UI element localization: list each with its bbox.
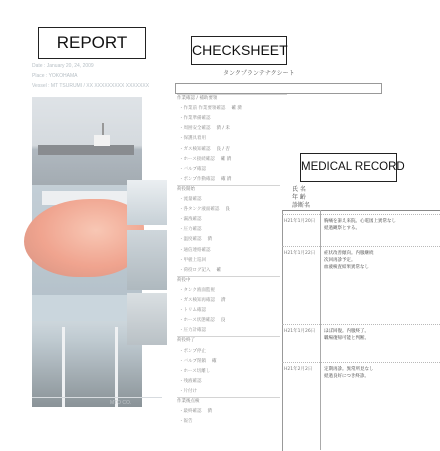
checksheet-item-text: ・通信連絡確認 [179, 247, 211, 253]
checksheet-item-text: ・バルブ確認 [179, 166, 206, 172]
checksheet-item-mark: 済 [221, 298, 226, 303]
checksheet-item [179, 227, 202, 232]
tanker-ship-photo [32, 97, 142, 185]
record-note-line: 症状改善傾向。内服継続 [324, 251, 374, 256]
checksheet-item [179, 126, 251, 131]
record-date: H21年1月20日 [284, 219, 316, 224]
record-row-divider [282, 324, 440, 325]
report-meta-line: Date : January 20, 24, 2009 [32, 63, 94, 69]
checksheet-item-text: ・圧力確認 [179, 227, 202, 233]
report-divider [32, 397, 162, 398]
record-note-line: 次回再診予定。 [324, 258, 356, 263]
checksheet-item-text: ・バルブ閉鎖 [179, 358, 206, 364]
checksheet-item-text: ・流量確認 [179, 197, 202, 202]
medical-record-label: MEDICAL RECORD [300, 153, 397, 182]
checksheet-item-text: ・作業準備確認 [179, 116, 211, 122]
record-note-line: 職場復帰可能と判断。 [324, 336, 369, 341]
checksheet-item-text: ・ガス検知確認 [179, 146, 211, 152]
side-photo [127, 293, 167, 345]
checksheet-header-row [175, 83, 382, 94]
checksheet-item-mark: 確 済 [220, 156, 232, 162]
checksheet-item [179, 379, 202, 384]
report-label: REPORT [38, 27, 146, 59]
checksheet-item [177, 96, 217, 101]
checksheet-item [179, 318, 255, 323]
checksheet-item-text: ・圧力計確認 [179, 328, 206, 334]
checksheet-section-rule [177, 336, 287, 337]
checksheet-item-text: ・ポンプ作動確認 [179, 176, 215, 182]
checksheet-item [179, 409, 242, 414]
checksheet-item-text: ・ホース状態確認 [179, 318, 215, 324]
checksheet-label: CHECKSHEET [191, 36, 287, 65]
record-note-line: 定期再診。異常所見なし [324, 367, 374, 372]
checksheet-item-text: ・片付け [179, 388, 197, 394]
checksheet-title: タンクプランテナクシート [223, 70, 295, 77]
record-note-line: 経過観察とする。 [324, 226, 360, 231]
checksheet-item [179, 136, 206, 141]
checksheet-item-mark: 良 [220, 318, 226, 324]
checksheet-item-text: 作業後点検 [177, 399, 200, 404]
checksheet-item [179, 258, 206, 263]
checksheet-item [179, 177, 255, 182]
report-meta-line: Vessel : MT TSURUMI / XX XXXXXXXXX XXXXXXX [32, 83, 150, 89]
record-date: H21年1月26日 [284, 329, 316, 334]
checksheet-item-text: ・荷役ログ記入 [179, 267, 211, 273]
record-note-line: 胸痛を訴え来院。心電図上異常なし [324, 219, 396, 224]
checksheet-item-text: ・トリム確認 [179, 308, 206, 314]
checksheet-item [179, 237, 242, 242]
report-meta [32, 61, 162, 91]
checksheet-section-rule [177, 276, 287, 277]
side-photo [127, 180, 167, 225]
checksheet-section-rule [177, 94, 287, 95]
checksheet-item [179, 268, 251, 273]
checksheet-item-text: ・報告 [179, 419, 193, 425]
checksheet-item-text: ・ホース切離し [179, 368, 211, 374]
checksheet-item-text: ・残液確認 [179, 378, 202, 384]
checksheet-item [179, 207, 259, 212]
checksheet-item [177, 278, 191, 283]
checksheet-item [177, 187, 195, 192]
record-date: H21年1月22日 [284, 251, 316, 256]
checksheet-item [179, 248, 211, 253]
checksheet-item [179, 369, 210, 374]
checksheet-section-rule [177, 397, 287, 398]
checksheet-item [179, 106, 265, 111]
checksheet-item [179, 197, 202, 202]
checksheet-item-text: ・タンク液面監視 [179, 287, 215, 293]
side-photo [127, 230, 167, 290]
record-note-line: 血液検査結果異常なし [324, 265, 369, 270]
checksheet-item-mark: 確 [216, 267, 221, 273]
checksheet-item [177, 399, 200, 404]
report-document [30, 45, 162, 415]
record-row-divider [282, 362, 440, 363]
checksheet-item-mark: 済 / 未 [216, 126, 230, 132]
checksheet-item-text: ・保護具着用 [179, 136, 206, 142]
checksheet-item-text: 作業確認 / 補助要領 [177, 96, 218, 101]
checksheet-item [179, 288, 215, 293]
record-note-line: 経過良好につき終診。 [324, 374, 369, 379]
checksheet-item [179, 349, 206, 354]
checksheet-item-text: 荷役終了 [177, 338, 195, 344]
checksheet-item [179, 389, 197, 394]
checksheet-item [179, 217, 202, 222]
checksheet-item-mark: 良 / 否 [216, 146, 230, 152]
checksheet-item [179, 419, 193, 424]
diagnosis-field: 診断名 [292, 202, 311, 209]
checksheet-item [179, 359, 246, 364]
checksheet-item-text: ・甲板上巡回 [179, 257, 206, 263]
checksheet-item [179, 298, 255, 303]
checksheet-item [179, 308, 206, 313]
checksheet-item [179, 167, 206, 172]
red-hull-photo [32, 185, 142, 295]
ship-deck-photo [32, 295, 142, 407]
checksheet-item-text: ・漏洩確認 [179, 217, 202, 223]
checksheet-item-text: ・作業前 作業要領確認 [179, 106, 226, 112]
checksheet-item-mark: 済 [207, 237, 212, 243]
checksheet-item-mark: 確 済 [231, 106, 242, 112]
checksheet-item-text: 荷役中 [177, 277, 191, 283]
checksheet-item-mark: 確 済 [221, 176, 232, 182]
checksheet-item-text: ・ホース接続確認 [179, 156, 215, 162]
checksheet-item [177, 338, 195, 343]
report-footer: MTO CO. [110, 400, 132, 406]
checksheet-item [179, 328, 206, 333]
checksheet-item-text: ・周囲安全確認 [179, 126, 211, 132]
record-note-line: ほぼ回復。内服終了。 [324, 329, 369, 334]
checksheet-item-mark: 良 [225, 207, 230, 213]
checksheet-item-mark: 確 [212, 358, 217, 364]
checksheet-item-text: ・温度確認 [179, 237, 202, 243]
checksheet-section-rule [177, 185, 287, 186]
medical-record-document [280, 180, 440, 451]
checksheet-item [179, 157, 255, 162]
checksheet-item-text: ・最終確認 [179, 409, 202, 415]
checksheet-item-mark: 済 [207, 409, 212, 415]
checksheet-item [179, 116, 211, 121]
checksheet-item-text: 荷役開始 [177, 186, 195, 192]
record-date: H21年2月2日 [284, 367, 313, 372]
checksheet-item-text: ・ポンプ停止 [179, 348, 206, 354]
checksheet-item-text: ・ガス検知再確認 [179, 298, 215, 303]
record-row-divider [282, 246, 440, 247]
patient-age-field: 年 齢 [292, 194, 306, 201]
checksheet-item-text: ・各タンク液面確認 [179, 207, 220, 213]
record-row-divider [282, 214, 440, 215]
report-meta-line: Place : YOKOHAMA [32, 73, 78, 79]
checksheet-item [179, 147, 251, 152]
patient-name-field: 氏 名 [292, 186, 306, 193]
